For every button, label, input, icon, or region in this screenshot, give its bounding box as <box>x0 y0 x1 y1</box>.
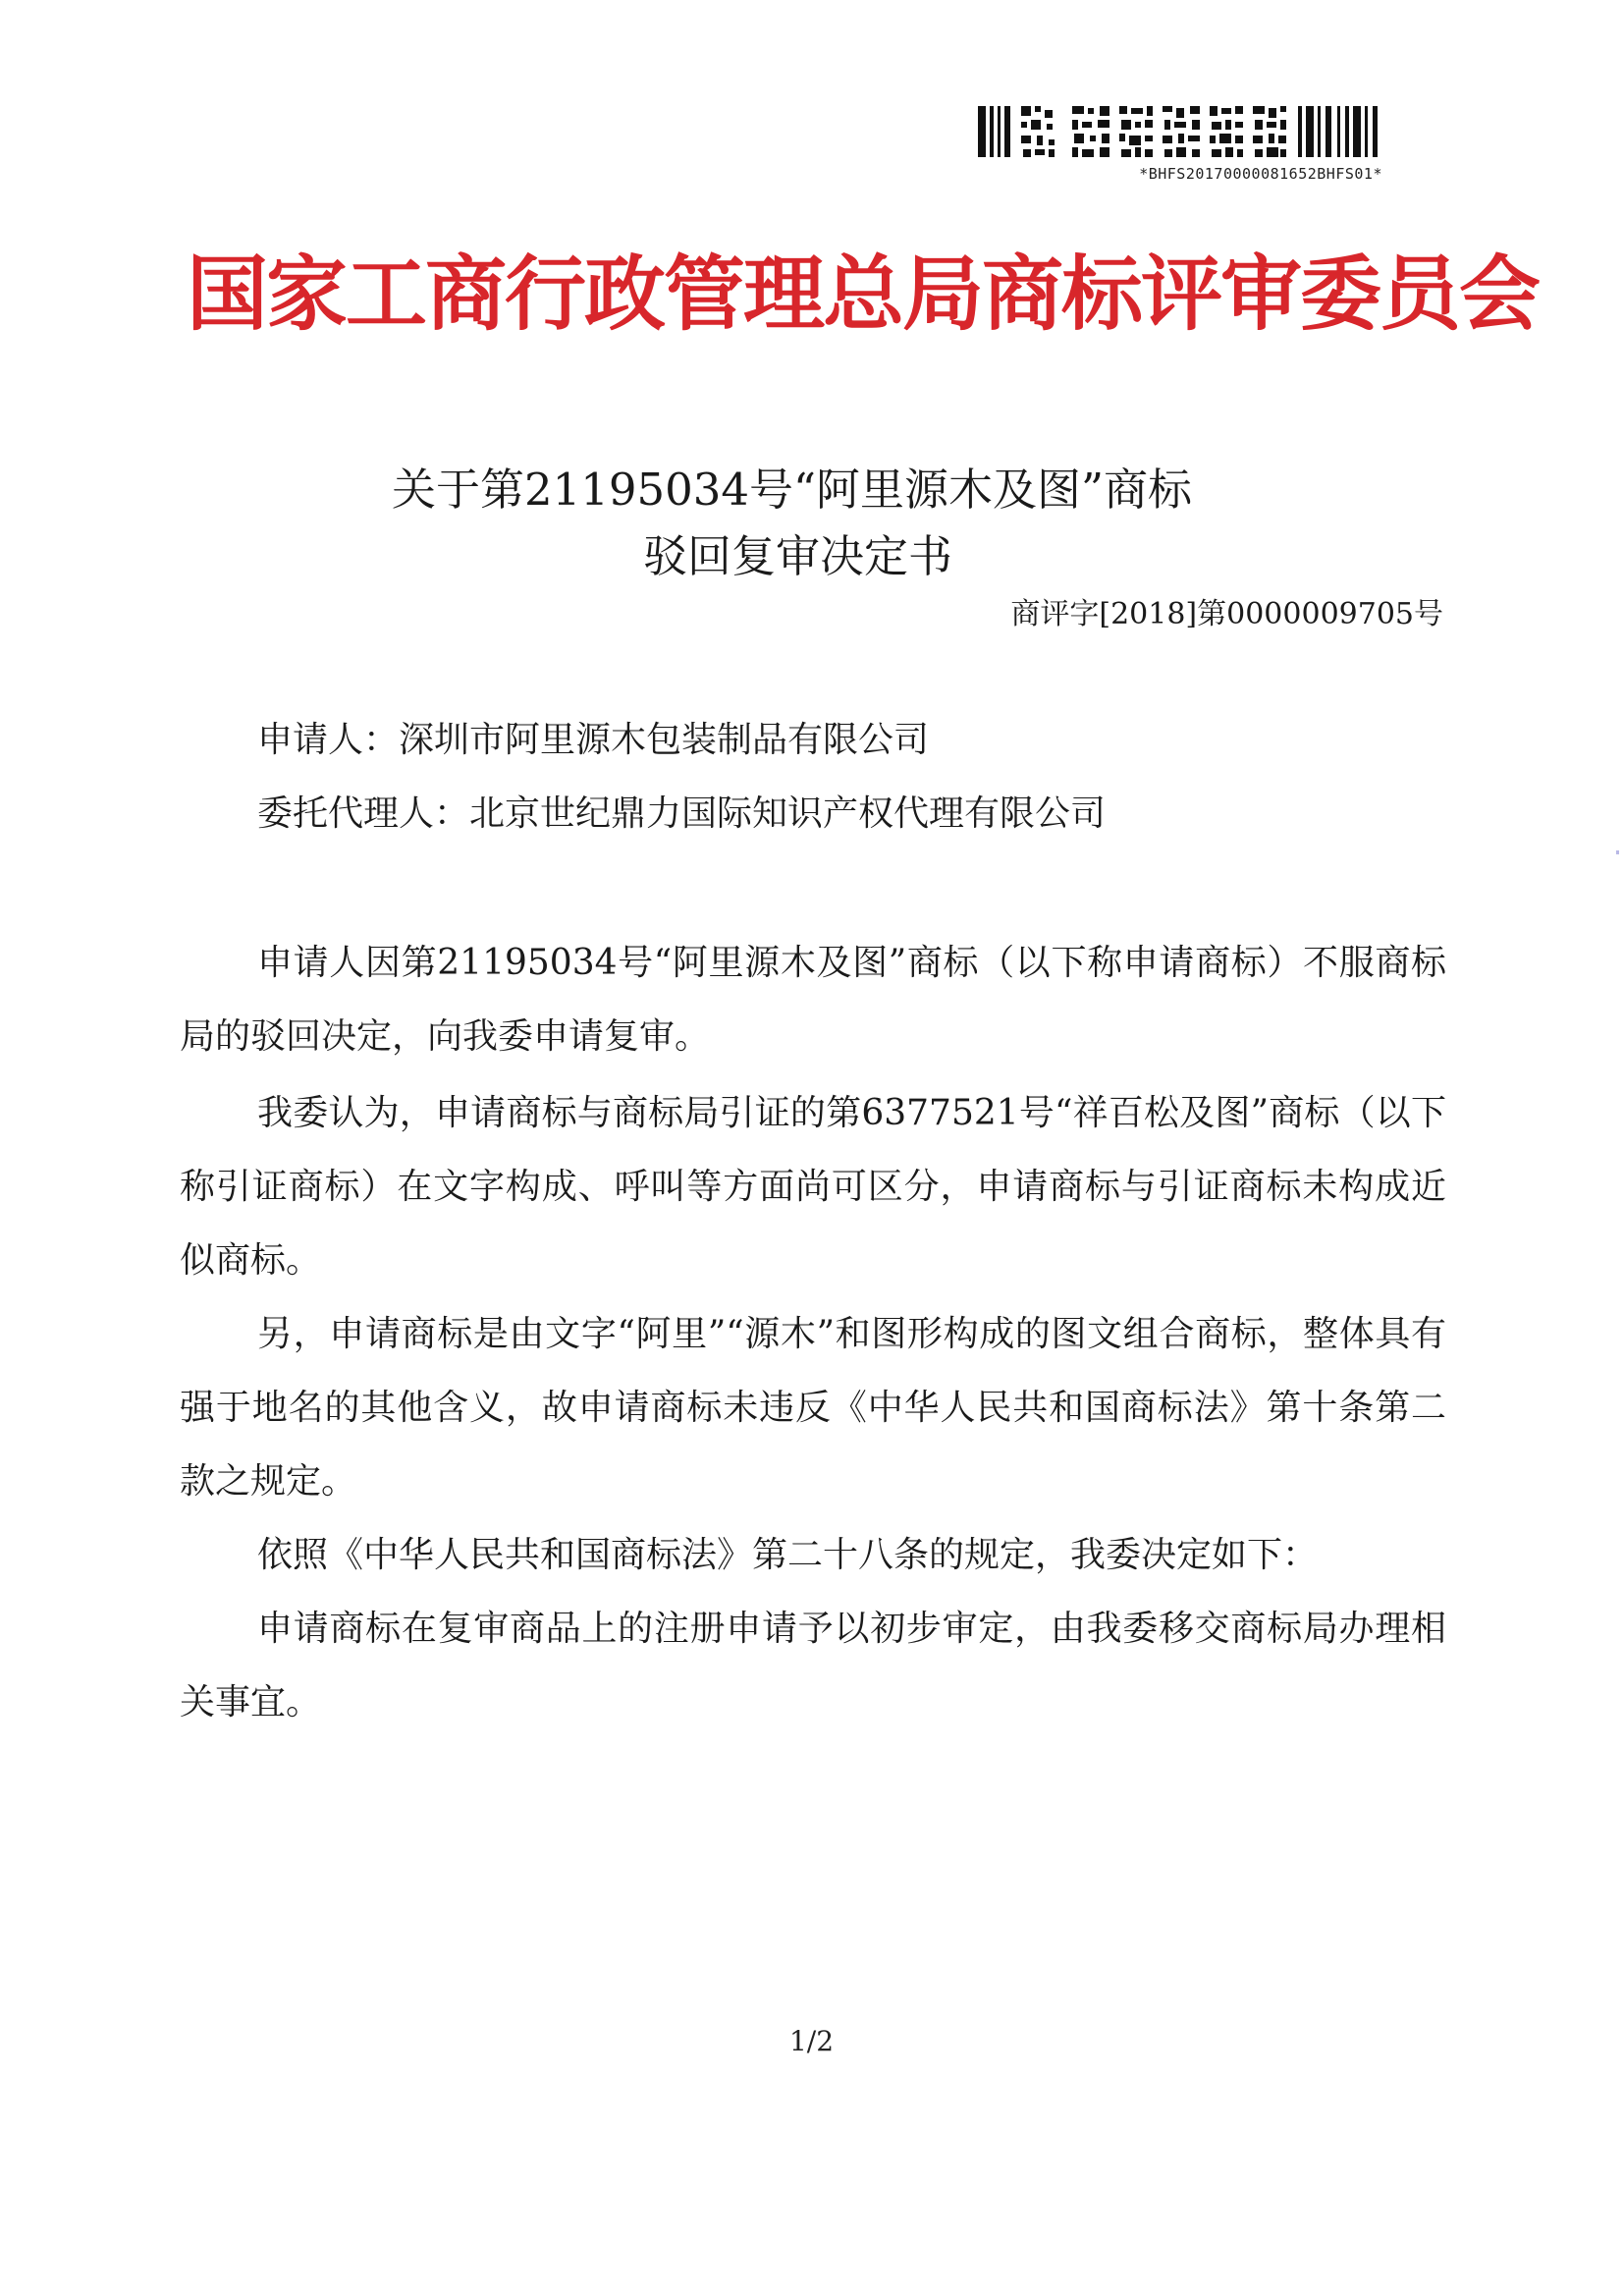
document-barcode <box>978 106 1390 183</box>
body-paragraph: 申请人因第21195034号“阿里源木及图”商标（以下称申请商标）不服商标局的驳回决定，向我委申请复审。 <box>180 943 1446 1057</box>
body-paragraph: 依照《中华人民共和国商标法》第二十八条的规定，我委决定如下： <box>257 1535 1319 1575</box>
document-title-line1: 关于第21195034号“阿里源木及图”商标 <box>391 464 1193 516</box>
body-paragraph: 申请商标在复审商品上的注册申请予以初步审定，由我委移交商标局办理相关事宜。 <box>180 1609 1446 1722</box>
barcode-number: *BHFS20170000081652BHFS01* <box>1139 165 1382 183</box>
applicant-line: 申请人：深圳市阿里源木包装制品有限公司 <box>257 720 930 760</box>
issuing-organization: 国家工商行政管理总局商标评审委员会 <box>187 246 1539 342</box>
agent-line: 委托代理人：北京世纪鼎力国际知识产权代理有限公司 <box>257 793 1107 834</box>
barcode-graphic <box>978 106 1390 157</box>
scan-edge-mark <box>1616 850 1619 854</box>
body-paragraph: 我委认为，申请商标与商标局引证的第6377521号“祥百松及图”商标（以下称引证商标）在文字构成、呼叫等方面尚可区分，申请商标与引证商标未构成近似商标。 <box>180 1093 1446 1281</box>
document-title-line2: 驳回复审决定书 <box>642 530 952 582</box>
body-paragraph: 另，申请商标是由文字“阿里”“源木”和图形构成的图文组合商标，整体具有强于地名的其他含义，故申请商标未违反《中华人民共和国商标法》第十条第二款之规定。 <box>180 1314 1446 1502</box>
reference-number: 商评字[2018]第0000009705号 <box>1010 597 1443 631</box>
page-number: 1/2 <box>788 2025 835 2057</box>
